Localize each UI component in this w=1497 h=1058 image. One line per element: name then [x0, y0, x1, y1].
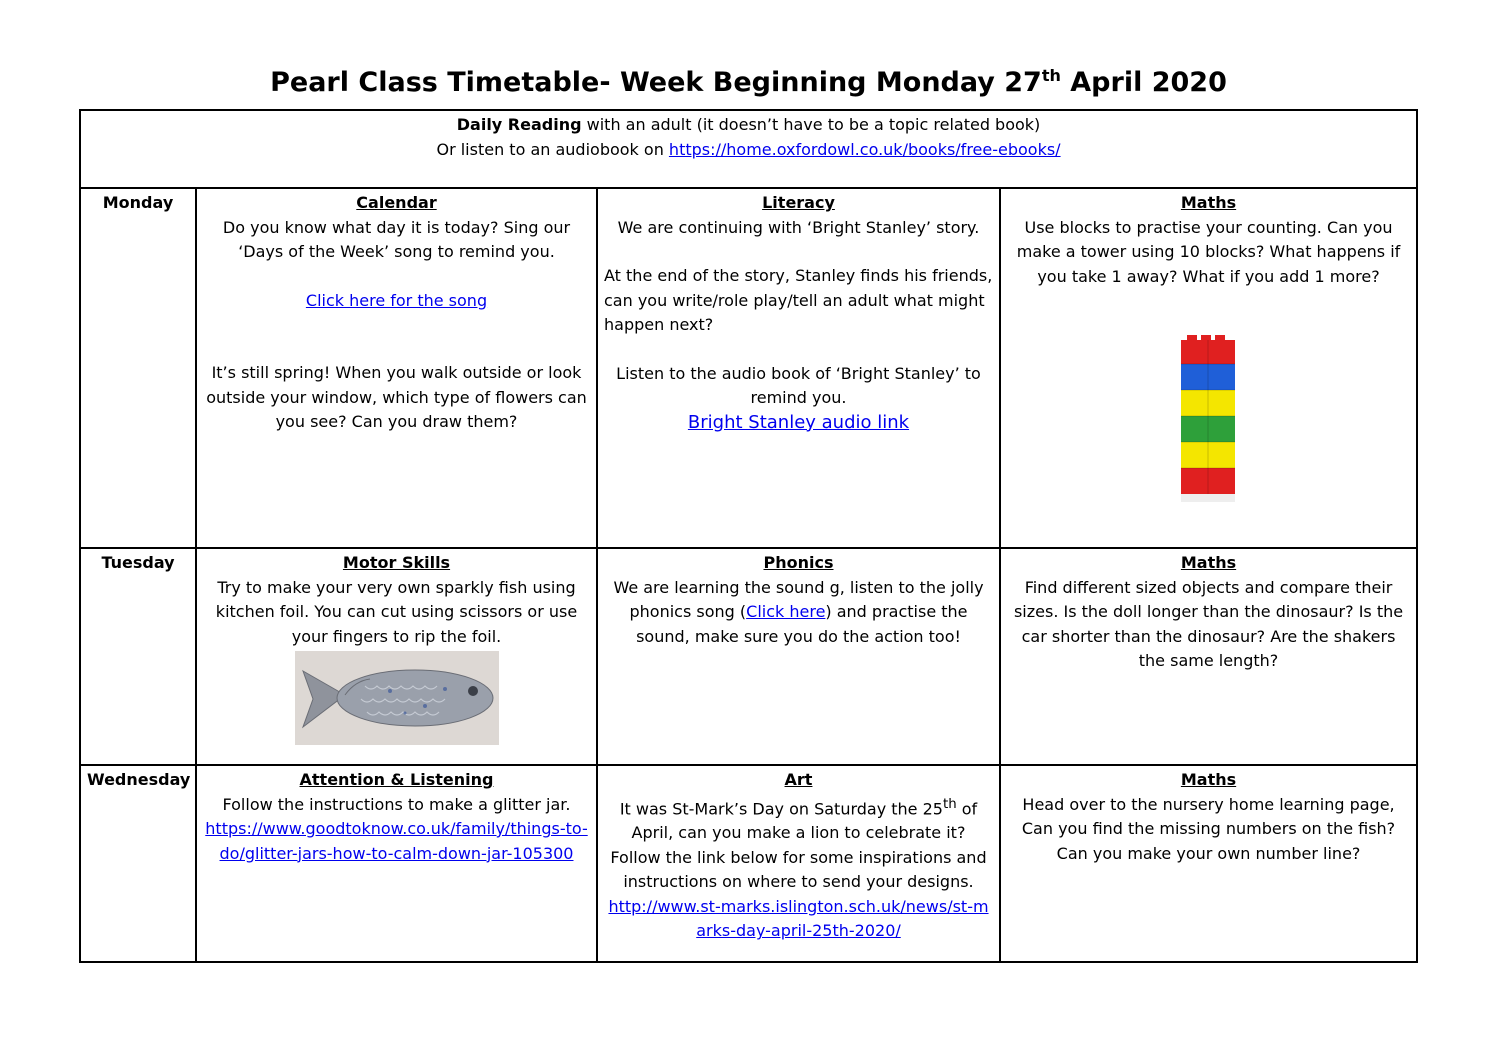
spacer [604, 240, 993, 264]
spacer [604, 338, 993, 362]
subject-maths: Maths [1180, 770, 1237, 789]
reading-row [80, 110, 1417, 188]
spring-text: It’s still spring! When you walk outside or look outside your window, which type of flowers can you see? Can you draw them? [206, 363, 587, 431]
audiobook-prompt: Or listen to an audiobook on [436, 139, 669, 159]
day-wednesday: Wednesday [80, 765, 196, 962]
spacer [203, 313, 590, 337]
subject-phonics: Phonics [763, 553, 834, 572]
subject-literacy: Literacy [762, 193, 835, 212]
art-superscript: th [942, 796, 957, 812]
motor-text: Try to make your very own sparkly fish using kitchen foil. You can cut using scissors or use your fingers to rip the foil. [215, 577, 578, 646]
wednesday-maths-cell [1000, 765, 1417, 962]
tuesday-phonics-cell [597, 548, 1000, 765]
song-link[interactable]: Click here for the song [305, 290, 488, 310]
calendar-text: Do you know what day it is today? Sing our ‘Days of the Week’ song to remind you. [222, 217, 571, 261]
literacy-text-1: We are continuing with ‘Bright Stanley’ story. [617, 217, 980, 237]
reading-line-1 [87, 113, 1410, 138]
bright-stanley-audio-link[interactable]: Bright Stanley audio link [687, 411, 910, 433]
daily-reading-label: Daily Reading [456, 115, 582, 134]
wednesday-row [80, 765, 1417, 962]
reading-description: with an adult (it doesn’t have to be a topic related book) [581, 115, 1041, 134]
foil-fish-image [295, 651, 499, 745]
page-title [0, 66, 1497, 98]
subject-maths: Maths [1180, 553, 1237, 572]
literacy-text-2: At the end of the story, Stanley finds his friends, can you write/role play/tell an adult what might happen next? [604, 266, 993, 334]
block-tower-image [1179, 335, 1239, 505]
monday-maths-cell [1000, 188, 1417, 548]
spacer [203, 265, 590, 289]
subject-maths: Maths [1180, 193, 1237, 212]
maths-text: Use blocks to practise your counting. Can you make a tower using 10 blocks? What happens if you take 1 away? What if you add 1 more? [1016, 217, 1401, 286]
tuesday-maths-cell [1000, 548, 1417, 765]
phonics-text-a: We are learning the sound g, listen to the jolly phonics song ( [613, 577, 984, 621]
phonics-text [604, 576, 993, 650]
spacer [203, 337, 590, 361]
subject-motor-skills: Motor Skills [342, 553, 451, 572]
tower-shadow [1181, 494, 1235, 502]
day-monday: Monday [80, 188, 196, 548]
wednesday-art-cell [597, 765, 1000, 962]
reading-line-2 [87, 138, 1410, 163]
title-superscript: th [1041, 66, 1061, 85]
literacy-text-3: Listen to the audio book of ‘Bright Stanley’ to remind you. [616, 363, 981, 407]
monday-calendar-cell [196, 188, 597, 548]
maths-text: Head over to the nursery home learning page, Can you find the missing numbers on the fish? Can you make your own number line? [1021, 794, 1396, 863]
art-text-b: of April, can you make a lion to celebrate it? Follow the link below for some inspirations and instructions on where to send your designs. [610, 798, 987, 892]
title-text: Pearl Class Timetable- Week Beginning Monday 27 [270, 67, 1042, 98]
st-marks-link[interactable]: http://www.st-marks.islington.sch.uk/news/st-marks-day-april-25th-2020/ [608, 896, 989, 941]
subject-calendar: Calendar [356, 193, 437, 212]
art-text-a: It was St-Mark’s Day on Saturday the 25 [619, 798, 943, 818]
tuesday-motor-cell [196, 548, 597, 765]
phonics-song-link[interactable]: Click here [746, 602, 826, 621]
monday-literacy-cell [597, 188, 1000, 548]
title-tail: April 2020 [1060, 67, 1227, 98]
timetable-table [79, 109, 1418, 963]
art-text [604, 793, 993, 895]
daily-reading-cell [80, 110, 1417, 188]
glitter-jar-link[interactable]: https://www.goodtoknow.co.uk/family/things-to-do/glitter-jars-how-to-calm-down-jar-105300 [205, 819, 588, 863]
oxfordowl-link[interactable]: https://home.oxfordowl.co.uk/books/free-ebooks/ [668, 139, 1061, 159]
phonics-text-b: ) and practise the sound, make sure you do the action too! [636, 602, 968, 646]
attention-text: Follow the instructions to make a glitter jar. [222, 794, 571, 814]
tuesday-row [80, 548, 1417, 765]
wednesday-attention-cell [196, 765, 597, 962]
subject-attention-listening: Attention & Listening [299, 770, 494, 789]
monday-row [80, 188, 1417, 548]
day-tuesday: Tuesday [80, 548, 196, 765]
maths-text: Find different sized objects and compare their sizes. Is the doll longer than the dinosaur? Is the car shorter than the dinosaur? Are the shakers the same length? [1013, 577, 1404, 670]
subject-art: Art [784, 770, 813, 789]
